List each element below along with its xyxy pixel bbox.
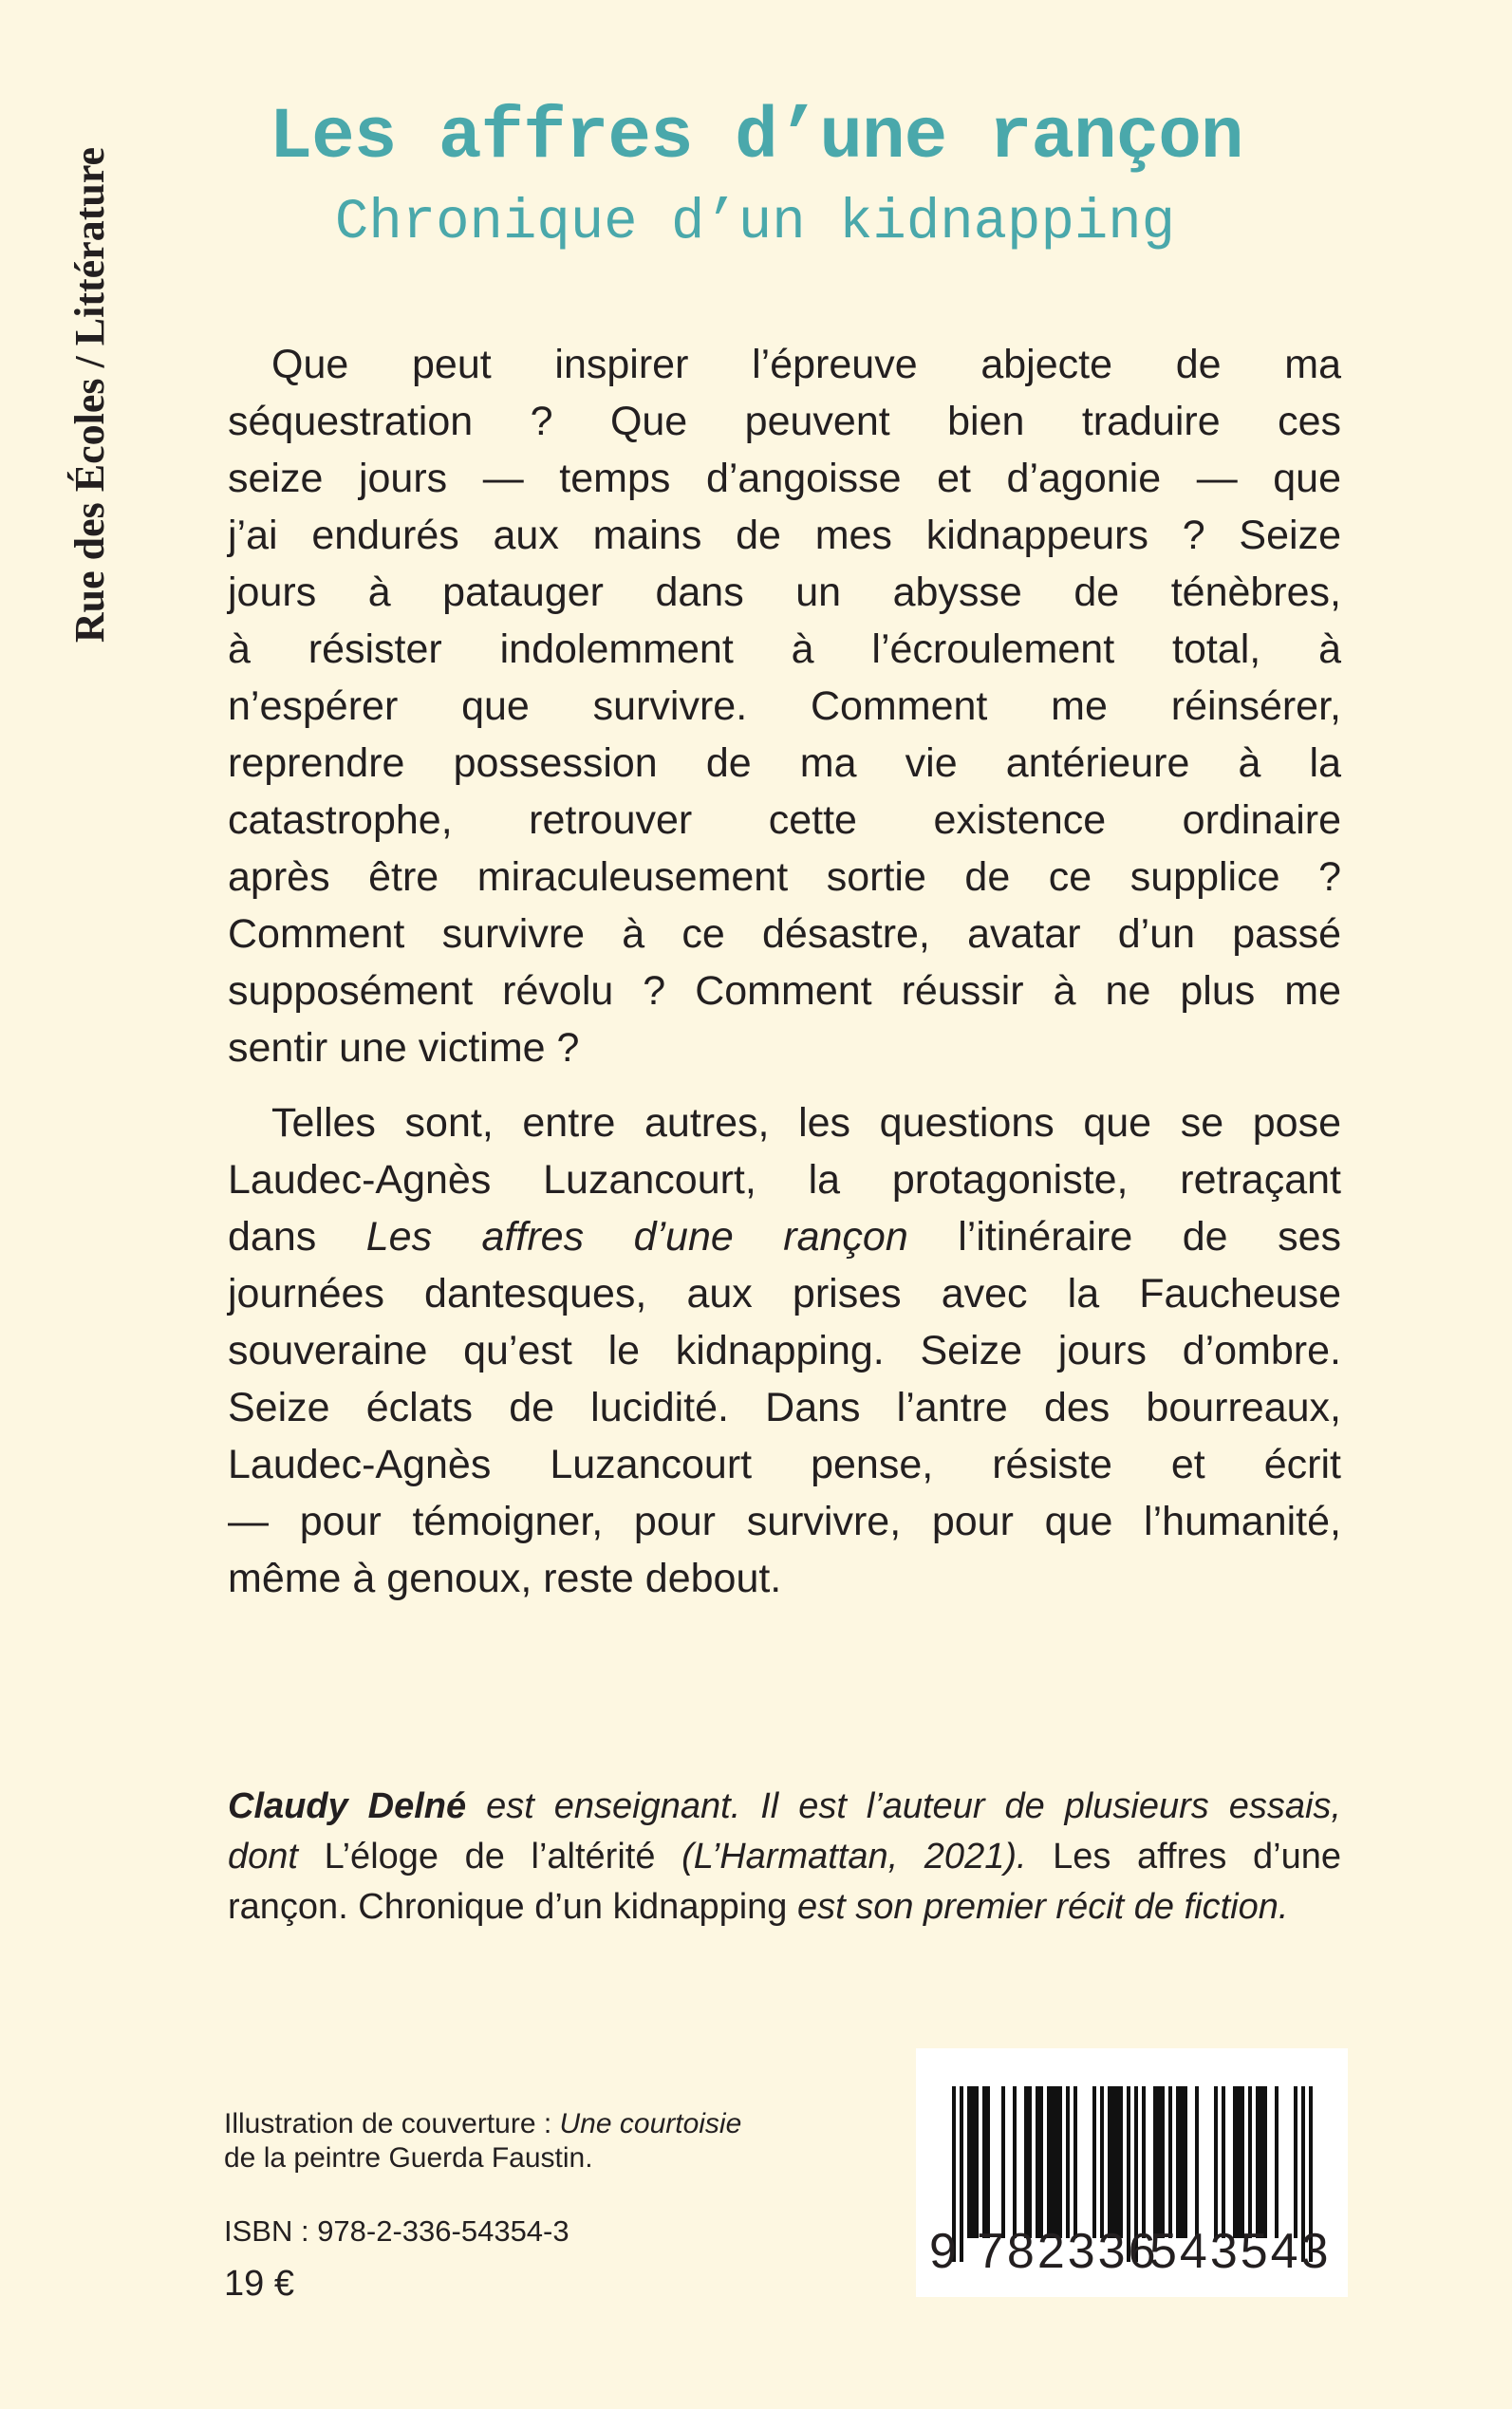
text-line: n’espérer que survivre. Comment me réinsérer,: [228, 683, 1341, 729]
barcode-bar: [986, 2086, 990, 2238]
text-line: même à genoux, reste debout.: [228, 1556, 782, 1601]
barcode-left-group: 782336: [977, 2224, 1159, 2279]
synopsis-paragraph-2: [228, 1094, 1341, 1607]
barcode-right-group: 543543: [1149, 2224, 1332, 2279]
text-line: Comment survivre à ce désastre, avatar d’un passé: [228, 911, 1341, 957]
text-line: à résister indolemment à l’écroulement total, à: [228, 626, 1341, 672]
bio-line: [228, 1832, 1341, 1882]
barcode-bar: [1256, 2086, 1260, 2238]
text-line: catastrophe, retrouver cette existence ordinaire: [228, 797, 1341, 843]
barcode-bar: [1260, 2086, 1263, 2238]
barcode-bar: [1100, 2086, 1104, 2238]
barcode-bar: [1222, 2086, 1225, 2238]
barcode-bar: [1066, 2086, 1070, 2238]
barcode-bar: [1237, 2086, 1241, 2238]
barcode-bar: [1294, 2086, 1297, 2238]
book-title-italic: Les affres d’une rançon: [365, 1214, 908, 1260]
price: 19 €: [224, 2264, 294, 2304]
barcode-bar: [971, 2086, 975, 2238]
author-name: Claudy Delné: [228, 1786, 467, 1826]
barcode-bar: [1214, 2086, 1218, 2238]
barcode-bar: [1001, 2086, 1005, 2238]
text-line: jours à patauger dans un abysse de ténèbres,: [228, 570, 1341, 615]
book-subtitle: Chronique d’un kidnapping: [334, 191, 1176, 254]
bio-text: est son premier récit de fiction.: [796, 1887, 1289, 1927]
barcode-bar: [1115, 2086, 1119, 2238]
text-line: Seize éclats de lucidité. Dans l’antre des bourreaux,: [228, 1385, 1341, 1430]
barcode-bar: [1176, 2086, 1180, 2238]
text-line: séquestration ? Que peuvent bien traduire ces: [228, 399, 1341, 444]
barcode-bar: [1119, 2086, 1123, 2238]
barcode-bar: [1241, 2086, 1244, 2238]
text-line: j’ai endurés aux mains de mes kidnappeurs ? Seize: [228, 513, 1341, 558]
bio-book-title: L’éloge de l’altérité: [324, 1837, 682, 1877]
barcode-bar: [1024, 2086, 1028, 2238]
barcode-bar: [1275, 2086, 1279, 2238]
barcode-bar: [1092, 2086, 1096, 2238]
credit-label: Illustration de couverture :: [224, 2108, 560, 2139]
barcode-first-digit: 9: [929, 2224, 958, 2279]
text-line: Laudec-Agnès Luzancourt, la protagoniste, retraçant: [228, 1157, 1341, 1203]
barcode-bar: [1248, 2086, 1252, 2238]
text-line: seize jours — temps d’angoisse et d’agonie — que: [228, 456, 1341, 501]
barcode-bar: [1142, 2086, 1146, 2238]
barcode-bar: [1047, 2086, 1051, 2238]
text-line: reprendre possession de ma vie antérieure à la: [228, 740, 1341, 786]
barcode-bar: [967, 2086, 971, 2238]
barcode-bar: [1036, 2086, 1039, 2238]
barcode-bar: [1028, 2086, 1032, 2238]
credit-line2: de la peintre Guerda Faustin.: [224, 2142, 593, 2174]
bio-book-title: Les affres d’une: [1026, 1837, 1341, 1877]
text-line: Laudec-Agnès Luzancourt pense, résiste et écrit: [228, 1442, 1341, 1487]
barcode-bar: [1058, 2086, 1062, 2238]
barcode-bar: [975, 2086, 979, 2238]
bio-text: est enseignant. Il est l’auteur de plusieurs essais,: [466, 1786, 1341, 1826]
synopsis-paragraph-1: [228, 336, 1341, 1076]
text-line: supposément révolu ? Comment réussir à ne plus me: [228, 968, 1341, 1014]
barcode-bar: [1073, 2086, 1077, 2238]
bio-line: [228, 1882, 1341, 1933]
text-line: sentir une victime ?: [228, 1025, 580, 1071]
text-line: souveraine qu’est le kidnapping. Seize jours d’ombre.: [228, 1328, 1341, 1373]
text-segment: dans: [228, 1214, 366, 1260]
barcode-bar: [1039, 2086, 1043, 2238]
barcode-bar: [1013, 2086, 1017, 2238]
barcode-bar: [1153, 2086, 1157, 2238]
barcode-bar: [1055, 2086, 1058, 2238]
barcode-bar: [1184, 2086, 1187, 2238]
barcode-bar: [1051, 2086, 1055, 2238]
barcode-bar: [960, 2086, 963, 2262]
barcode-bar: [1168, 2086, 1172, 2238]
barcode-bar: [1263, 2086, 1267, 2238]
text-segment: l’itinéraire de ses: [907, 1214, 1341, 1260]
barcode-bar: [1233, 2086, 1237, 2238]
bio-book-title: rançon. Chronique d’un kidnapping: [228, 1887, 797, 1927]
spine-collection-label: Rue des Écoles / Littérature: [66, 146, 113, 644]
barcode-bar: [1157, 2086, 1161, 2238]
book-title: Les affres d’une rançon: [269, 97, 1243, 178]
barcode-bar: [982, 2086, 986, 2238]
author-bio: [228, 1782, 1341, 1933]
barcode-bar: [1195, 2086, 1199, 2238]
text-line: Telles sont, entre autres, les questions que se pose: [271, 1100, 1341, 1146]
text-line: [228, 1208, 1341, 1265]
text-line: — pour témoigner, pour survivre, pour que l’humanité,: [228, 1499, 1341, 1544]
bio-publisher: (L’Harmattan, 2021).: [681, 1837, 1027, 1877]
bio-line: [228, 1782, 1341, 1832]
text-line: Que peut inspirer l’épreuve abjecte de ma: [271, 342, 1341, 387]
text-line: journées dantesques, aux prises avec la Faucheuse: [228, 1271, 1341, 1317]
bio-text: dont: [228, 1837, 325, 1877]
barcode-bar: [1161, 2086, 1165, 2238]
barcode-bar: [1111, 2086, 1115, 2238]
barcode-bar: [1108, 2086, 1111, 2238]
isbn: ISBN : 978-2-336-54354-3: [224, 2214, 569, 2248]
barcode-bar: [1180, 2086, 1184, 2238]
text-line: après être miraculeusement sortie de ce supplice ?: [228, 854, 1341, 900]
barcode: [916, 2048, 1348, 2297]
cover-credit: [224, 2107, 741, 2176]
credit-work: Une courtoisie: [559, 2108, 742, 2139]
